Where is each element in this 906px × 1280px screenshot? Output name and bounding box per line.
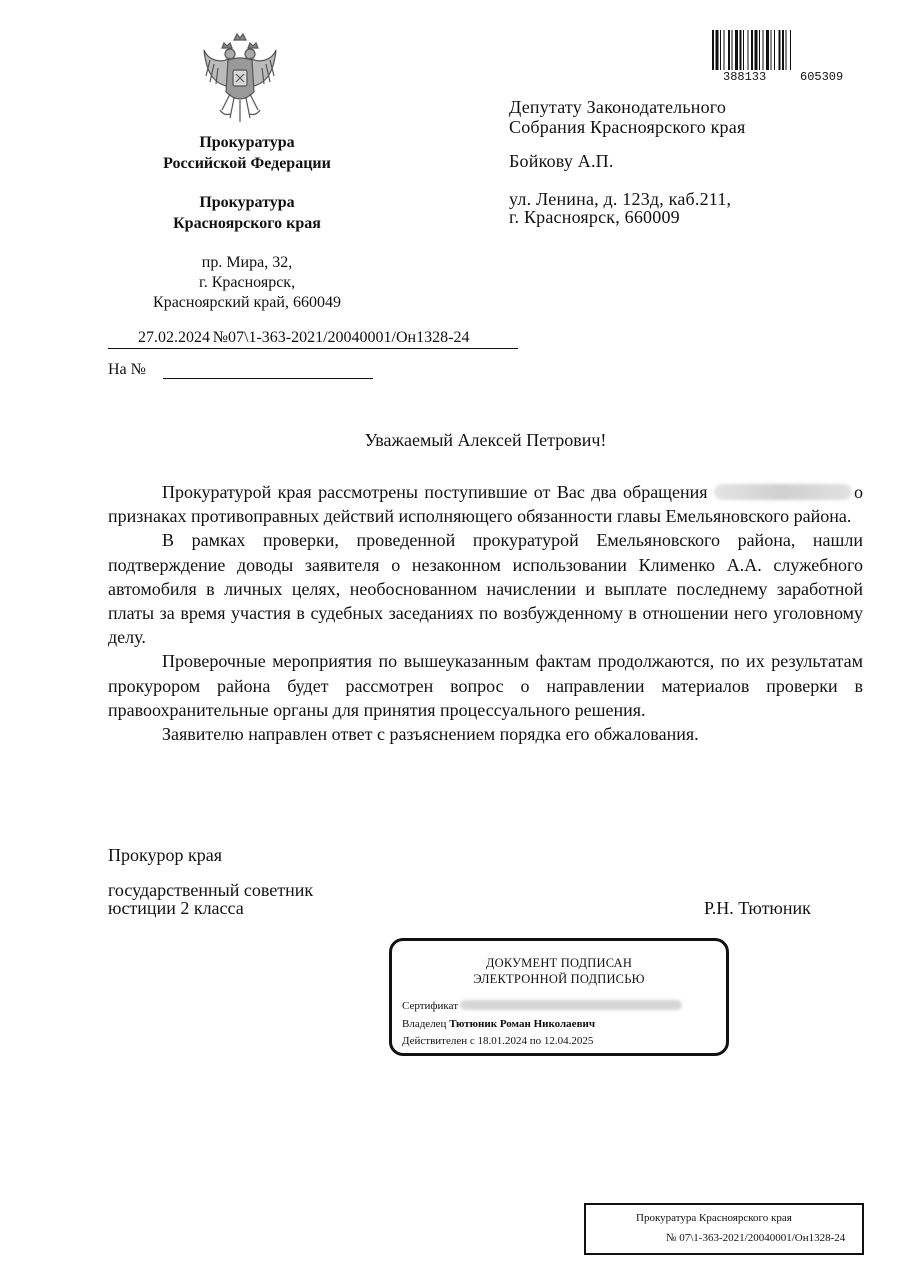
addressee-name: Бойкову А.П. bbox=[509, 151, 614, 171]
registration-number-label: № bbox=[210, 328, 228, 349]
barcode-bar bbox=[728, 30, 730, 70]
letter-body bbox=[108, 480, 863, 746]
barcode-bar bbox=[786, 30, 787, 70]
signer-rank-line2: юстиции 2 класса bbox=[108, 898, 244, 918]
barcode-bar bbox=[735, 30, 738, 70]
addressee-line2: Собрания Красноярского края bbox=[509, 117, 746, 137]
letter-paragraph-4: Заявителю направлен ответ с разъяснением порядка его обжалования. bbox=[162, 724, 699, 745]
footer-registration-stamp bbox=[584, 1203, 864, 1255]
footer-number-row bbox=[666, 1232, 845, 1244]
barcode-bar bbox=[763, 30, 764, 70]
barcode-bar bbox=[732, 30, 733, 70]
footer-org: Прокуратура Красноярского края bbox=[636, 1212, 792, 1224]
e-signature-valid-label: Действителен с bbox=[402, 1035, 475, 1047]
barcode-bar bbox=[712, 30, 714, 70]
redacted-certificate bbox=[460, 1000, 682, 1010]
sender-dept-line1: Прокуратура bbox=[199, 194, 295, 211]
e-signature-valid-from: 18.01.2024 bbox=[477, 1035, 528, 1047]
registration-line bbox=[108, 328, 520, 349]
sender-address-line3: Красноярский край, 660049 bbox=[153, 294, 341, 311]
registration-date: 27.02.2024 bbox=[108, 328, 210, 349]
addressee-address-line1: ул. Ленина, д. 123д, каб.211, bbox=[509, 189, 732, 209]
footer-number: 07\1-363-2021/20040001/Он1328-24 bbox=[679, 1232, 846, 1244]
letter-paragraph-2: В рамках проверки, проведенной прокуратурой Емельяновского района, нашли подтверждение доводы заявителя о незаконном использовании Клименко А.А. служебного автомобиля в личных целях, необоснованном начислении и выплате последнему заработной платы за время участия в судебных заседаниях по возбужденному в отношении него уголовному делу. bbox=[108, 530, 863, 648]
barcode-bar bbox=[720, 30, 721, 70]
addressee-line1: Депутату Законодательного bbox=[509, 97, 727, 117]
addressee-address-line2: г. Красноярск, 660009 bbox=[509, 207, 680, 227]
letter-greeting: Уважаемый Алексей Петрович! bbox=[364, 430, 607, 450]
letter-p1-end: о признаках противоправных действий исполняющего обязанности главы Емельяновского района. bbox=[108, 482, 864, 527]
e-signature-valid-row bbox=[402, 1035, 593, 1047]
e-signature-owner-label: Владелец bbox=[402, 1018, 447, 1030]
barcode-bar bbox=[716, 30, 719, 70]
reply-to-label: На № bbox=[108, 361, 146, 378]
e-signature-cert-label: Сертификат bbox=[402, 1000, 458, 1012]
redacted-text bbox=[714, 484, 852, 500]
signer-position: Прокурор края bbox=[108, 845, 223, 865]
barcode-bar bbox=[774, 30, 775, 70]
barcode-bar bbox=[759, 30, 760, 70]
e-signature-owner-row bbox=[402, 1018, 595, 1030]
barcode-bar bbox=[766, 30, 769, 70]
e-signature-valid-to: 12.04.2025 bbox=[543, 1035, 594, 1047]
sender-dept-line2: Красноярского края bbox=[173, 215, 321, 232]
barcode-bar bbox=[755, 30, 758, 70]
barcode-bar bbox=[751, 30, 753, 70]
barcode-digits-left: 388133 bbox=[723, 70, 767, 84]
registration-number: 07\1-363-2021/20040001/Он1328-24 bbox=[228, 328, 518, 349]
letter-p1-start: Прокуратурой края рассмотрены поступившие от Вас два обращения bbox=[162, 482, 708, 502]
reply-to-blank bbox=[163, 378, 373, 379]
letter-paragraph-1 bbox=[108, 480, 863, 528]
barcode-bar bbox=[743, 30, 744, 70]
letter-paragraph-3: Проверочные мероприятия по вышеуказанным фактам продолжаются, по их результатам прокурором района будет рассмотрен вопрос о направлении материалов проверки в правоохранительные органы для принятия процессуального решения. bbox=[108, 651, 863, 720]
barcode-bar bbox=[748, 30, 749, 70]
barcode-bar bbox=[782, 30, 784, 70]
signer-rank-line1: государственный советник bbox=[108, 880, 314, 900]
signer-name: Р.Н. Тютюник bbox=[704, 898, 811, 918]
barcode-bar bbox=[771, 30, 772, 70]
barcode-bar bbox=[790, 30, 791, 70]
e-signature-title-line1: ДОКУМЕНТ ПОДПИСАН bbox=[485, 956, 633, 970]
e-signature-valid-to-label: по bbox=[529, 1035, 542, 1047]
sender-address-line1: пр. Мира, 32, bbox=[201, 254, 293, 271]
barcode-bar bbox=[740, 30, 742, 70]
barcode bbox=[710, 30, 868, 70]
sender-org-line1: Прокуратура bbox=[199, 134, 295, 151]
barcode-digits-right: 605309 bbox=[800, 70, 844, 84]
e-signature-owner: Тютюник Роман Николаевич bbox=[449, 1018, 596, 1030]
e-signature-cert-row bbox=[402, 1000, 682, 1012]
sender-org-line2: Российской Федерации bbox=[163, 155, 331, 172]
coat-of-arms-icon bbox=[200, 30, 280, 126]
sender-address-line2: г. Красноярск, bbox=[198, 274, 296, 291]
e-signature-stamp bbox=[389, 938, 729, 1056]
footer-number-label: № bbox=[666, 1232, 677, 1244]
e-signature-title-line2: ЭЛЕКТРОННОЙ ПОДПИСЬЮ bbox=[473, 972, 645, 986]
barcode-bar bbox=[779, 30, 781, 70]
barcode-bar bbox=[724, 30, 725, 70]
